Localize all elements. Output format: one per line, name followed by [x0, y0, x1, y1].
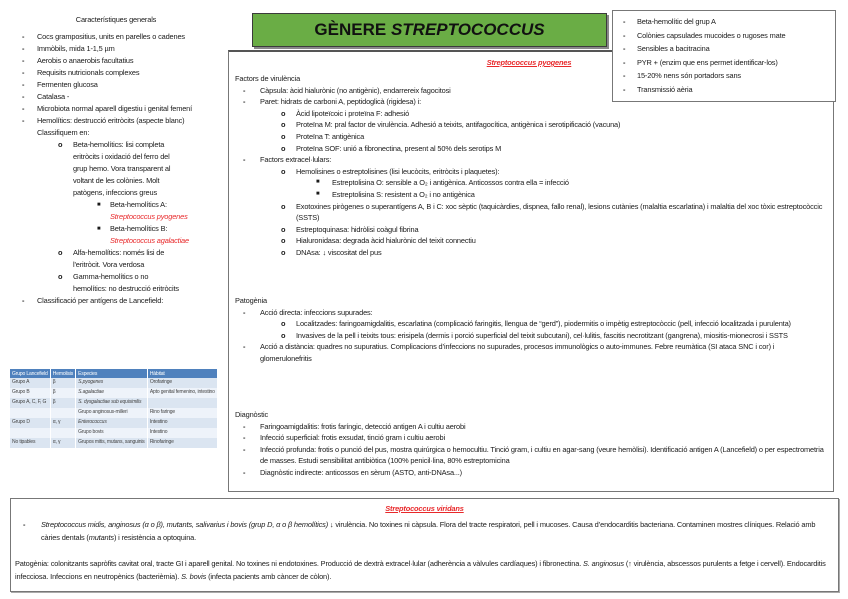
item-text: Proteïna M: pral factor de virulència. Adhesió a teixits, antifagocítica, antigènica i serotipificació (vacuna) [296, 120, 621, 130]
table-cell: Grupo anginosus-milleri [76, 408, 148, 418]
diagnosis-section [235, 409, 827, 479]
item-text: Factors extracel·lulars: [260, 155, 332, 165]
list-item: - Requisits nutricionals complexes [22, 68, 140, 77]
list-item: o Gamma-hemolítics o no hemolítics: no destrucció eritròcits [58, 272, 179, 293]
item-text: 15-20% nens són portadors sans [637, 71, 741, 81]
section-title: Característiques generals [75, 15, 157, 24]
item-text: Beta-hemolític del grup A [637, 17, 716, 26]
item-text: Infecció superficial: frotis exsudat, tinció gram i cultiu aerobi [260, 433, 445, 443]
table-cell: β [50, 398, 75, 408]
list-item: - Paret: hidrats de carboni A, peptidoglicà (rigidesa) i: [243, 97, 422, 107]
section-subtitle: Streptococcus viridans [385, 504, 464, 513]
item-text: Estreptoquinasa: hidròlisi coàgul fibrina [296, 224, 419, 234]
item-text: Beta-hemolítics B: [110, 224, 168, 233]
species-list: Streptococcus midis, anginosus (α o β), mutants, salivarius i bovis (grup D, α o β hemolítics) [41, 520, 329, 529]
section-heading: Diagnòstic [235, 410, 269, 419]
general-characteristics [0, 14, 222, 307]
item-text: Beta-hemolítics: lisi completa eritròcits i oxidació del ferro del grup hemo. Vora transparent al voltant de les colònies. Molt patògens, infeccions greus [73, 140, 171, 197]
item-text: Proteïna T: antigènica [296, 131, 365, 141]
item-text: DNAsa: ↓ viscositat del pus [296, 247, 382, 257]
table-cell: Orofaringe [147, 378, 217, 388]
item-text: ) i resistència a optoquina. [113, 533, 197, 542]
list-item: - Càpsula: àcid hialurònic (no antigènic), endarrereix fagocitosi [243, 85, 451, 95]
list-item: - Fermenten glucosa [22, 80, 98, 89]
list-item: - Beta-hemolític del grup A [623, 17, 716, 26]
list-item: - Infecció superficial: frotis exsudat, tinció gram i cultiu aerobi [243, 433, 445, 443]
list-item: - Colònies capsulades mucoides o rugoses mate [623, 30, 786, 40]
list-item: - PYR + (enzim que ens permet identificar-los) [623, 57, 778, 67]
list-item: - Acció a distància: quadres no supuratius. Complicacions d’infeccions no supurades, procesos immunològics o auto-immunes. Febre reumàtica (SI ataca SNC i cor) i glomerulonefritis [243, 342, 775, 363]
item-text: Localitzades: faringoamigdalitis, escarlatina (complicació faringitis, llengua de “gerd”), piodermitis o impètig estreptocòccic (pell, infecció localitzada i purulenta) [296, 319, 791, 329]
item-text: Diagnòstic indirecte: anticossos en sèrum (ASTO, anti-DNAsa...) [260, 467, 462, 477]
table-cell: β [50, 378, 75, 388]
list-item: ■ Estreptolisina O: sensible a O₂ i antigènica. Anticossos contra ella = infecció [316, 178, 569, 188]
column-header: Especies [76, 369, 148, 378]
pyogenes-box [228, 50, 834, 492]
species-name: Streptococcus agalactiae [110, 236, 189, 245]
table-cell: Enterococcus [76, 418, 148, 428]
list-item: ■ Beta-hemolítics B: Streptococcus agalactiae [97, 224, 189, 245]
table-cell: S.agalactiae [76, 388, 148, 398]
table-cell: Grupo bovis [76, 428, 148, 438]
list-item: o Hemolisines o estreptolisines (lisi leucòcits, eritròcits i plaquetes): [281, 166, 500, 176]
list-item: - Diagnòstic indirecte: anticossos en sèrum (ASTO, anti-DNAsa...) [243, 467, 462, 477]
item-text: Infecció profunda: frotis o punció del pus, mostra quirúrgica o hemocultiu. Tinció gram, i cultiu en agar-sang (veure hemòlisi). Identificació antigen A (Lancefield) o per espectrometria de masses. Estudi sensibilitat antibiòtica (100% penicil·lina, 80% estreptomicina [260, 444, 824, 466]
item-text: Càpsula: àcid hialurònic (no antigènic), endarrereix fagocitosi [260, 85, 451, 95]
item-text: Hemolítics: destrucció eritròcits (aspecte blanc) Classifiquem en: [37, 116, 185, 137]
table-cell: S. dysgalactiae sub equisimilis [76, 398, 148, 408]
species-name: S. bovis [181, 572, 207, 581]
table-cell: Grupo D [10, 418, 50, 428]
item-text: Estreptolisina O: sensible a O₂ i antigènica. Anticossos contra ella = infecció [332, 178, 569, 188]
list-item: - Transmissió aèria [623, 84, 693, 94]
list-item: - Hemolítics: destrucció eritròcits (aspecte blanc) Classifiquem en: [22, 116, 185, 137]
table-cell: α, γ [50, 438, 75, 448]
table-cell [10, 428, 50, 438]
list-item: o Beta-hemolítics: lisi completa eritròcits i oxidació del ferro del grup hemo. Vora transparent al voltant de les colònies. Molt patògens, infeccions greus [58, 140, 171, 197]
item-text: Acció a distància: quadres no supuratius. Complicacions d’infeccions no supurades, procesos immunològics o auto-immunes. Febre reumàtica (SI ataca SNC i cor) i glomerulonefritis [260, 342, 775, 363]
list-item: o DNAsa: ↓ viscositat del pus [281, 247, 382, 257]
item-text: Invasives de la pell i teixits tous: erisipela (dermis i porció superficial del teixit subcutani), cel·lulitis, fascitis necrotitzant (gangrena), miositis-mionecrosi i SSTS [296, 330, 788, 340]
table-cell: Grupos mitis, mutans, sanguinis [76, 438, 148, 448]
list-item: - 15-20% nens són portadors sans [623, 71, 741, 81]
list-item: - Faringoamigdalitis: frotis faríngic, detecció antigen A i cultiu aerobi [243, 421, 466, 431]
item-text: Paret: hidrats de carboni A, peptidoglicà (rigidesa) i: [260, 97, 422, 107]
list-item: o Exotoxines pirògenes o superantígens A, B i C: xoc sèptic (taquicàrdies, dispnea, fallo renal), lesions cutànies (malaltia escarlatina) i malaltia del xoc tòxic estreptocòccic (SSTS) [281, 201, 823, 223]
title-text: GÈNERE [314, 20, 391, 39]
lancefield-table [10, 369, 218, 448]
list-item: - Infecció profunda: frotis o punció del pus, mostra quirúrgica o hemocultiu. Tinció gram, i cultiu en agar-sang (veure hemòlisi). Identificació antigen A (Lancefield) o per espectrometria de masses. Estudi sensibilitat antibiòtica (100% penicil·lina, 80% estreptomicina [243, 444, 824, 466]
list-item: o Estreptoquinasa: hidròlisi coàgul fibrina [281, 224, 419, 234]
list-item: o Àcid lipoteïcoic i proteïna F: adhesió [281, 108, 410, 118]
item-text: Immòbils, mida 1-1,5 µm [37, 44, 115, 53]
list-item: o Proteïna T: antigènica [281, 131, 365, 141]
list-item: ■ Estreptolisina S: resistent a O₂ i no antigènica [316, 189, 475, 199]
item-text: Transmissió aèria [637, 84, 693, 94]
table-cell: Grupo A [10, 378, 50, 388]
list-item: - Sensibles a bacitracina [623, 44, 710, 54]
list-item: ■ Beta-hemolítics A: Streptococcus pyogenes [97, 200, 188, 221]
item-text: ↓ virulència. No toxines ni càpsula. Flora del tracte respiratori, pell i mucoses. Causa d’endocarditis bacteriana. Contaminen mostres clíniques. Relació amb càries dentals ( [41, 520, 816, 542]
paragraph-text: Patogènia: colonitzants sapròfits cavitat oral, tracte GI i aparell genital. No toxines ni endotoxines. Producció de dextrà extracel·lular (adherència a vàlvules cardíaques) i fibronectina. [15, 559, 583, 568]
item-text: Requisits nutricionals complexes [37, 68, 140, 77]
table-cell: α, γ [50, 418, 75, 428]
item-text: Sensibles a bacitracina [637, 44, 710, 54]
section-heading: Factors de virulència [235, 74, 301, 83]
list-item: - Classificació per antígens de Lancefield: [22, 296, 164, 305]
table-cell: No tipables [10, 438, 50, 448]
item-text: Beta-hemolítics A: [110, 200, 167, 209]
list-item: o Proteïna SOF: unió a fibronectina, present al 50% dels serotips M [281, 143, 502, 153]
table-cell: S.pyogenes [76, 378, 148, 388]
list-item: - Aerobis o anaerobis facultatius [22, 56, 134, 65]
column-header: Grupo Lancefield [10, 369, 50, 378]
table-cell [147, 398, 217, 408]
pathogenesis-section [235, 295, 827, 365]
item-text: Hemolisines o estreptolisines (lisi leucòcits, eritròcits i plaquetes): [296, 166, 500, 176]
item-text: Colònies capsulades mucoides o rugoses mate [637, 30, 786, 40]
item-text: Alfa-hemolítics: només lisi de l'eritròcit. Vora verdosa [73, 248, 165, 269]
item-text: Gamma-hemolítics o no hemolítics: no destrucció eritròcits [73, 272, 179, 293]
table-row [10, 418, 218, 428]
item-text: Catalasa - [37, 92, 70, 101]
table-cell: Grupo B [10, 388, 50, 398]
item-text: Faringoamigdalitis: frotis faríngic, detecció antigen A i cultiu aerobi [260, 421, 466, 431]
column-header: Hemolisis [50, 369, 75, 378]
item-text: Àcid lipoteïcoic i proteïna F: adhesió [296, 108, 410, 118]
species-name: S. anginosus [583, 559, 624, 568]
list-item: - Factors extracel·lulars: [243, 155, 332, 165]
item-text: Proteïna SOF: unió a fibronectina, present al 50% dels serotips M [296, 143, 502, 153]
list-item: o Hialuronidasa: degrada àcid hialurònic del teixit connectiu [281, 236, 476, 246]
page-title [252, 13, 607, 47]
table-cell: Grupo A, C, F, G [10, 398, 50, 408]
item-text: PYR + (enzim que ens permet identificar-los) [637, 57, 778, 67]
item-text: Microbiota normal aparell digestiu i genital femení [37, 104, 193, 113]
table-cell: Rinofaringe [147, 438, 217, 448]
table-cell [50, 428, 75, 438]
list-item: - Acció directa: infeccions supurades: [243, 307, 373, 317]
list-item: o Proteïna M: pral factor de virulència. Adhesió a teixits, antifagocítica, antigènica i serotipificació (vacuna) [281, 120, 621, 130]
section-subtitle: Streptococcus pyogenes [486, 58, 572, 67]
list-item: - Streptococcus midis, anginosus (α o β), mutants, salivarius i bovis (grup D, α o β hemolítics) ↓ virulència. No toxines ni càpsula. Flora del tracte respiratori, pell i mucoses. Causa d’endocarditis bacteriana. Contaminen mostres clíniques. Relació amb càries dentals (mutants) i resistència a optoquina. [23, 520, 816, 542]
pyogenes-summary-box [612, 10, 836, 102]
species-name: mutants [88, 533, 114, 542]
table-row [10, 378, 218, 388]
list-item: o Invasives de la pell i teixits tous: erisipela (dermis i porció superficial del teixit subcutani), cel·lulitis, fascitis necrotitzant (gangrena), miositis-mionecrosi i SSTS [281, 330, 788, 340]
item-text: Hialuronidasa: degrada àcid hialurònic del teixit connectiu [296, 236, 476, 246]
list-item: - Microbiota normal aparell digestiu i genital femení [22, 104, 193, 113]
table-row [10, 438, 218, 448]
list-item: - Cocs grampositius, units en parelles o cadenes [22, 32, 185, 41]
list-item: o Localitzades: faringoamigdalitis, escarlatina (complicació faringitis, llengua de “gerd”), piodermitis o impètig estreptocòccic (pell, infecció localitzada i purulenta) [281, 319, 791, 329]
item-text: Cocs grampositius, units en parelles o cadenes [37, 32, 185, 41]
section-heading: Patogènia [235, 296, 267, 305]
table-row [10, 398, 218, 408]
viridans-box [10, 498, 839, 592]
viridans-pathogenesis [15, 557, 830, 583]
item-text: Aerobis o anaerobis facultatius [37, 56, 134, 65]
table-row [10, 388, 218, 398]
table-row [10, 428, 218, 438]
item-text: Exotoxines pirògenes o superantígens A, B i C: xoc sèptic (taquicàrdies, dispnea, fallo renal), lesions cutànies (malaltia escarlatina) i malaltia del xoc tòxic estreptocòccic (SSTS) [296, 201, 823, 223]
table-cell: Intestino [147, 418, 217, 428]
column-header: Hàbitat [147, 369, 217, 378]
paragraph-text: (infecta pacients amb càncer de còlon). [206, 572, 332, 581]
paragraph-text: (↑ virulència, abscessos purulents a fetge i cervell). Endocarditis infecciosa. Infeccions en neutropènics (bacterièmia). [15, 559, 826, 581]
title-italic-text: STREPTOCOCCUS [390, 20, 545, 39]
item-text: Estreptolisina S: resistent a O₂ i no antigènica [332, 189, 475, 199]
item-text: Fermenten glucosa [37, 80, 98, 89]
table-cell: Intestino [147, 428, 217, 438]
species-name: Streptococcus pyogenes [110, 212, 188, 221]
table-cell [10, 408, 50, 418]
list-item: - Catalasa - [22, 92, 70, 101]
table-cell: β [50, 388, 75, 398]
item-text: Classificació per antígens de Lancefield: [37, 296, 164, 305]
table-cell [50, 408, 75, 418]
list-item: o Alfa-hemolítics: només lisi de l'eritròcit. Vora verdosa [58, 248, 165, 269]
item-text: Acció directa: infeccions supurades: [260, 307, 373, 317]
list-item: - Immòbils, mida 1-1,5 µm [22, 44, 115, 53]
table-cell: Apto genital femenino, intestino [147, 388, 217, 398]
table-row [10, 408, 218, 418]
table-cell: Rino faringe [147, 408, 217, 418]
